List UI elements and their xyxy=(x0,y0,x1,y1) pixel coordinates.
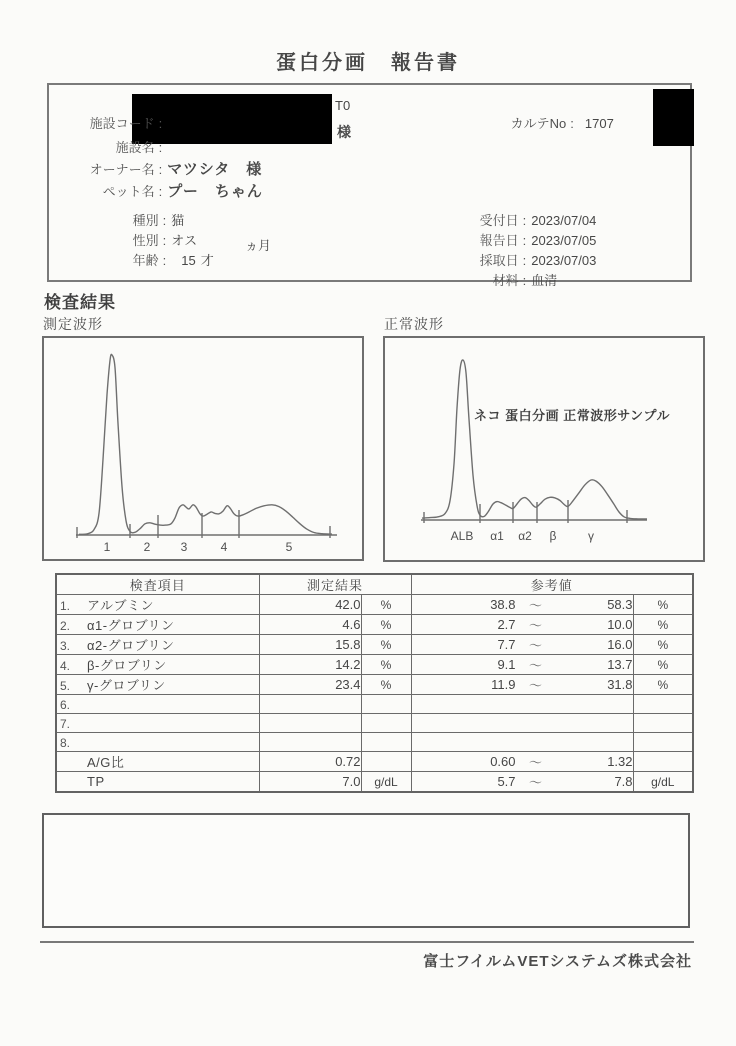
result-value xyxy=(259,714,361,733)
karte-no-label: カルテNo xyxy=(510,116,567,131)
reference-high: 13.7 xyxy=(607,657,633,672)
result-value: 14.2 xyxy=(259,655,361,675)
karte-no-row xyxy=(489,98,614,147)
reference-range xyxy=(411,675,633,695)
colon: : xyxy=(162,253,167,268)
colon: : xyxy=(522,273,527,288)
facility-code-visible: T0 xyxy=(335,98,351,113)
age-row xyxy=(97,235,214,284)
facility-code-label: 施設コード xyxy=(89,116,155,131)
result-unit: % xyxy=(361,635,411,655)
result-unit xyxy=(361,695,411,714)
reference-unit: g/dL xyxy=(633,772,693,793)
colon: : xyxy=(522,213,527,228)
result-unit: g/dL xyxy=(361,772,411,793)
result-unit xyxy=(361,714,411,733)
result-value: 7.0 xyxy=(259,772,361,793)
item-cell xyxy=(56,772,259,793)
result-value: 23.4 xyxy=(259,675,361,695)
colon: : xyxy=(158,140,163,155)
item-cell xyxy=(56,752,259,772)
item-name: α2-グロブリン xyxy=(87,638,175,653)
svg-text:4: 4 xyxy=(220,540,228,554)
material-value: 血清 xyxy=(531,273,558,288)
row-number: 8. xyxy=(60,735,71,750)
facility-name-label: 施設名 xyxy=(115,140,155,155)
reference-high: 10.0 xyxy=(607,617,633,632)
row-number: 3. xyxy=(60,639,71,653)
range-tilde: ～ xyxy=(529,638,543,653)
reference-unit xyxy=(633,714,693,733)
report-title: 蛋白分画 報告書 xyxy=(276,52,460,74)
normal-waveform-svg xyxy=(385,338,703,560)
colon: : xyxy=(570,116,574,131)
item-cell xyxy=(56,615,259,635)
row-number: 4. xyxy=(60,659,71,673)
table-row xyxy=(56,615,693,635)
species-value: 猫 xyxy=(171,213,185,228)
owner-label: オーナー名 xyxy=(89,162,155,177)
svg-text:5: 5 xyxy=(285,540,293,554)
range-tilde: ～ xyxy=(529,678,543,693)
reference-low: 2.7 xyxy=(497,617,516,632)
age-months-unit: ヵ月 xyxy=(245,238,272,253)
footer-divider xyxy=(40,941,694,943)
item-name: アルブミン xyxy=(87,598,154,613)
measured-waveform-chart xyxy=(42,336,364,561)
range-tilde: ～ xyxy=(529,755,543,770)
reference-range xyxy=(411,733,633,752)
reference-range xyxy=(411,695,633,714)
age-label: 年齢 xyxy=(132,253,159,268)
sex-label: 性別 xyxy=(132,233,159,248)
reference-range xyxy=(411,615,633,635)
colon: : xyxy=(162,213,167,228)
table-row xyxy=(56,714,693,733)
colon: : xyxy=(522,233,527,248)
reported-date: 2023/07/05 xyxy=(531,233,597,248)
normal-waveform-chart xyxy=(383,336,705,562)
result-value: 15.8 xyxy=(259,635,361,655)
age-years-unit: 才 xyxy=(200,253,214,268)
reference-low: 11.9 xyxy=(491,677,516,692)
result-value xyxy=(259,695,361,714)
result-unit: % xyxy=(361,595,411,615)
pet-label: ペット名 xyxy=(102,184,155,199)
age-years: 15 xyxy=(181,253,196,268)
row-number: 1. xyxy=(60,599,71,613)
item-cell xyxy=(56,595,259,615)
range-tilde: ～ xyxy=(529,658,543,673)
table-row xyxy=(56,635,693,655)
reference-unit: % xyxy=(633,655,693,675)
results-section-title: 検査結果 xyxy=(44,293,116,312)
header-item: 検査項目 xyxy=(56,574,259,595)
svg-text:3: 3 xyxy=(180,540,188,554)
reference-high: 31.8 xyxy=(607,677,633,692)
reference-unit xyxy=(633,733,693,752)
result-unit xyxy=(361,733,411,752)
result-value xyxy=(259,733,361,752)
reference-range xyxy=(411,752,633,772)
result-value: 42.0 xyxy=(259,595,361,615)
svg-text:1: 1 xyxy=(103,540,111,554)
pet-name: プー ちゃん xyxy=(167,183,263,200)
received-date: 2023/07/04 xyxy=(531,213,597,228)
reported-label: 報告日 xyxy=(479,233,519,248)
colon: : xyxy=(158,184,163,199)
reference-unit: % xyxy=(633,675,693,695)
material-label: 材料 xyxy=(492,273,519,288)
svg-text:ネコ 蛋白分画 正常波形サンプル: ネコ 蛋白分画 正常波形サンプル xyxy=(473,408,671,423)
svg-text:α1: α1 xyxy=(490,529,504,543)
svg-text:2: 2 xyxy=(143,540,151,554)
collected-date: 2023/07/03 xyxy=(531,253,597,268)
measured-waveform-svg xyxy=(44,338,362,559)
results-table xyxy=(55,573,694,793)
table-row xyxy=(56,695,693,714)
redaction-bar-top-right xyxy=(653,89,694,146)
material-row xyxy=(445,255,557,304)
patient-header-box xyxy=(47,83,692,288)
colon: : xyxy=(162,233,167,248)
table-row xyxy=(56,655,693,675)
reference-range xyxy=(411,714,633,733)
item-cell xyxy=(56,655,259,675)
species-label: 種別 xyxy=(132,213,159,228)
reference-unit: % xyxy=(633,615,693,635)
reference-low: 9.1 xyxy=(497,657,516,672)
reference-range xyxy=(411,655,633,675)
svg-text:α2: α2 xyxy=(518,529,532,543)
reference-low: 0.60 xyxy=(490,754,516,769)
reference-low: 5.7 xyxy=(497,774,516,789)
item-cell xyxy=(56,733,259,752)
row-number: 7. xyxy=(60,716,71,731)
facility-name-suffix: 様 xyxy=(337,124,351,140)
colon: : xyxy=(158,116,163,131)
reference-unit xyxy=(633,695,693,714)
sex-value: オス xyxy=(171,233,198,248)
result-value: 0.72 xyxy=(259,752,361,772)
colon: : xyxy=(158,162,163,177)
owner-name: マツシタ 様 xyxy=(167,161,263,178)
reference-low: 7.7 xyxy=(497,637,516,652)
reference-unit: % xyxy=(633,595,693,615)
item-name: γ-グロブリン xyxy=(87,678,166,693)
colon: : xyxy=(522,253,527,268)
item-cell xyxy=(56,714,259,733)
row-number: 5. xyxy=(60,679,71,693)
range-tilde: ～ xyxy=(529,775,543,790)
table-header-row xyxy=(56,574,693,595)
reference-range xyxy=(411,772,633,793)
reference-unit xyxy=(633,752,693,772)
comment-box xyxy=(42,813,690,928)
row-number: 6. xyxy=(60,697,71,712)
header-result: 測定結果 xyxy=(259,574,411,595)
svg-text:γ: γ xyxy=(588,529,594,543)
table-row xyxy=(56,675,693,695)
measured-chart-title: 測定波形 xyxy=(43,316,103,332)
svg-text:β: β xyxy=(549,529,557,543)
reference-high: 1.32 xyxy=(607,754,633,769)
footer-company: 富士フイルムVETシステムズ株式会社 xyxy=(423,953,692,970)
reference-low: 38.8 xyxy=(490,597,516,612)
range-tilde: ～ xyxy=(529,598,543,613)
row-number: 2. xyxy=(60,619,71,633)
result-value: 4.6 xyxy=(259,615,361,635)
table-row xyxy=(56,733,693,752)
karte-no-value: 1707 xyxy=(584,116,614,131)
item-cell xyxy=(56,675,259,695)
normal-chart-title: 正常波形 xyxy=(384,316,444,332)
received-label: 受付日 xyxy=(479,213,519,228)
reference-high: 7.8 xyxy=(614,774,633,789)
reference-high: 16.0 xyxy=(607,637,633,652)
svg-text:ALB: ALB xyxy=(450,529,474,543)
result-unit: % xyxy=(361,615,411,635)
reference-unit: % xyxy=(633,635,693,655)
table-row xyxy=(56,772,693,793)
result-unit: % xyxy=(361,675,411,695)
result-unit: % xyxy=(361,655,411,675)
item-name: TP xyxy=(87,774,105,789)
item-name: β-グロブリン xyxy=(87,658,167,673)
item-name: α1-グロブリン xyxy=(87,618,175,633)
item-name: A/G比 xyxy=(87,755,125,770)
header-reference: 参考値 xyxy=(411,574,693,595)
collected-label: 採取日 xyxy=(479,253,519,268)
item-cell xyxy=(56,695,259,714)
table-row xyxy=(56,752,693,772)
table-row xyxy=(56,595,693,615)
range-tilde: ～ xyxy=(529,618,543,633)
reference-range xyxy=(411,635,633,655)
item-cell xyxy=(56,635,259,655)
reference-high: 58.3 xyxy=(607,597,633,612)
reference-range xyxy=(411,595,633,615)
result-unit xyxy=(361,752,411,772)
